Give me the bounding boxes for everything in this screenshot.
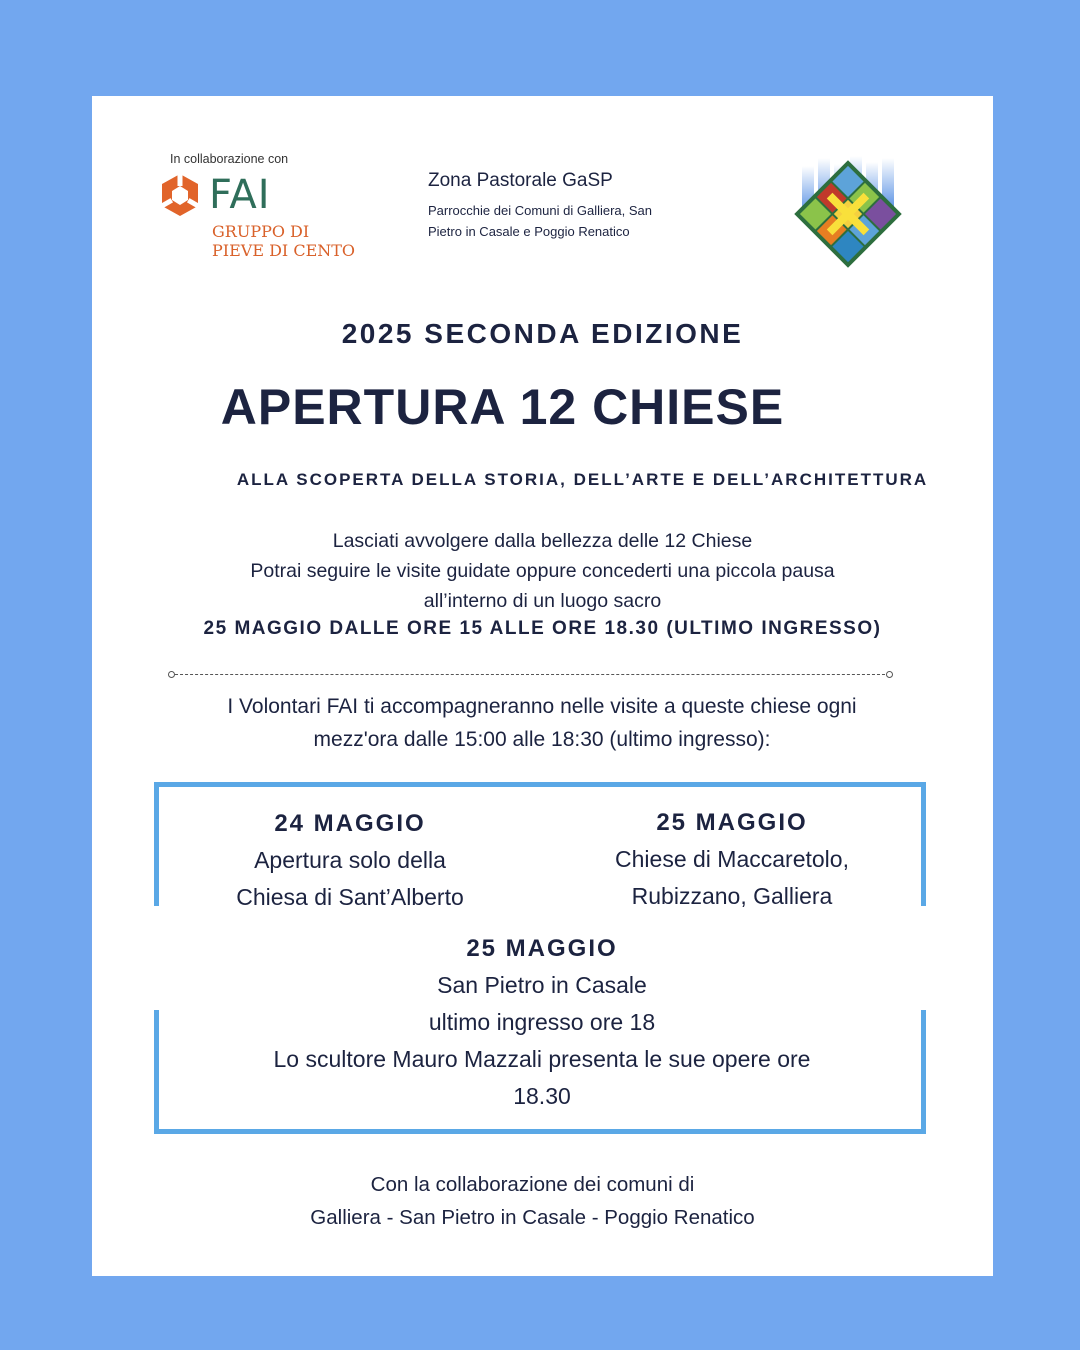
volontari-line1: I Volontari FAI ti accompagneranno nelle visite a queste chiese ogni xyxy=(227,695,857,718)
event-description xyxy=(92,526,993,616)
volontari-text xyxy=(132,690,952,756)
volontari-line2: mezz'ora dalle 15:00 alle 18:30 (ultimo ingresso): xyxy=(313,728,771,751)
divider-dot xyxy=(168,671,175,678)
schedule-line: 18.30 xyxy=(513,1083,571,1109)
schedule-line: ultimo ingresso ore 18 xyxy=(428,1009,656,1035)
zona-subtitle: Parrocchie dei Comuni di Galliera, San Pietro in Casale e Poggio Renatico xyxy=(428,203,652,239)
fai-group xyxy=(212,222,355,260)
fai-logo-icon xyxy=(158,172,202,218)
schedule-line: Chiese di Maccaretolo, xyxy=(615,846,849,872)
schedule-24-maggio xyxy=(190,806,510,916)
gasp-logo-icon xyxy=(792,156,907,276)
schedule-date: 25 MAGGIO xyxy=(466,935,618,962)
event-title: APERTURA 12 CHIESE xyxy=(220,379,785,435)
poster-card xyxy=(92,96,993,1276)
schedule-line: Apertura solo della xyxy=(254,847,446,873)
footer-line2: Galliera - San Pietro in Casale - Poggio Renatico xyxy=(310,1206,755,1229)
fai-name: FAI xyxy=(209,172,271,218)
fai-group-line1: GRUPPO DI xyxy=(212,222,310,241)
divider-dot xyxy=(886,671,893,678)
footer-collaboration xyxy=(82,1168,983,1234)
footer-line1: Con la collaborazione dei comuni di xyxy=(370,1173,695,1196)
schedule-line: Chiesa di Sant’Alberto xyxy=(236,884,464,910)
schedule-date: 24 MAGGIO xyxy=(274,810,426,837)
description-line: Lasciati avvolgere dalla bellezza delle 12 Chiese xyxy=(332,530,753,552)
schedule-25-maggio-churches xyxy=(572,805,892,915)
schedule-date: 25 MAGGIO xyxy=(656,809,808,836)
zona-title: Zona Pastorale GaSP xyxy=(428,170,613,191)
collab-label: In collaborazione con xyxy=(170,152,289,166)
schedule-line: Rubizzano, Galliera xyxy=(631,883,833,909)
schedule-line: Lo scultore Mauro Mazzali presenta le sue opere ore xyxy=(273,1046,811,1072)
fai-group-line2: PIEVE DI CENTO xyxy=(212,241,356,260)
schedule-25-maggio-san-pietro xyxy=(182,931,902,1115)
event-subtitle: ALLA SCOPERTA DELLA STORIA, DELL’ARTE E DELL’ARCHITETTURA xyxy=(236,470,929,489)
edition-heading: 2025 SECONDA EDIZIONE xyxy=(341,318,744,349)
schedule-line: San Pietro in Casale xyxy=(437,972,647,998)
description-line: all’interno di un luogo sacro xyxy=(423,590,662,612)
event-dateline: 25 MAGGIO DALLE ORE 15 ALLE ORE 18.30 (ULTIMO INGRESSO) xyxy=(203,618,882,639)
dashed-divider xyxy=(170,674,890,675)
description-line: Potrai seguire le visite guidate oppure concederti una piccola pausa xyxy=(250,560,835,582)
